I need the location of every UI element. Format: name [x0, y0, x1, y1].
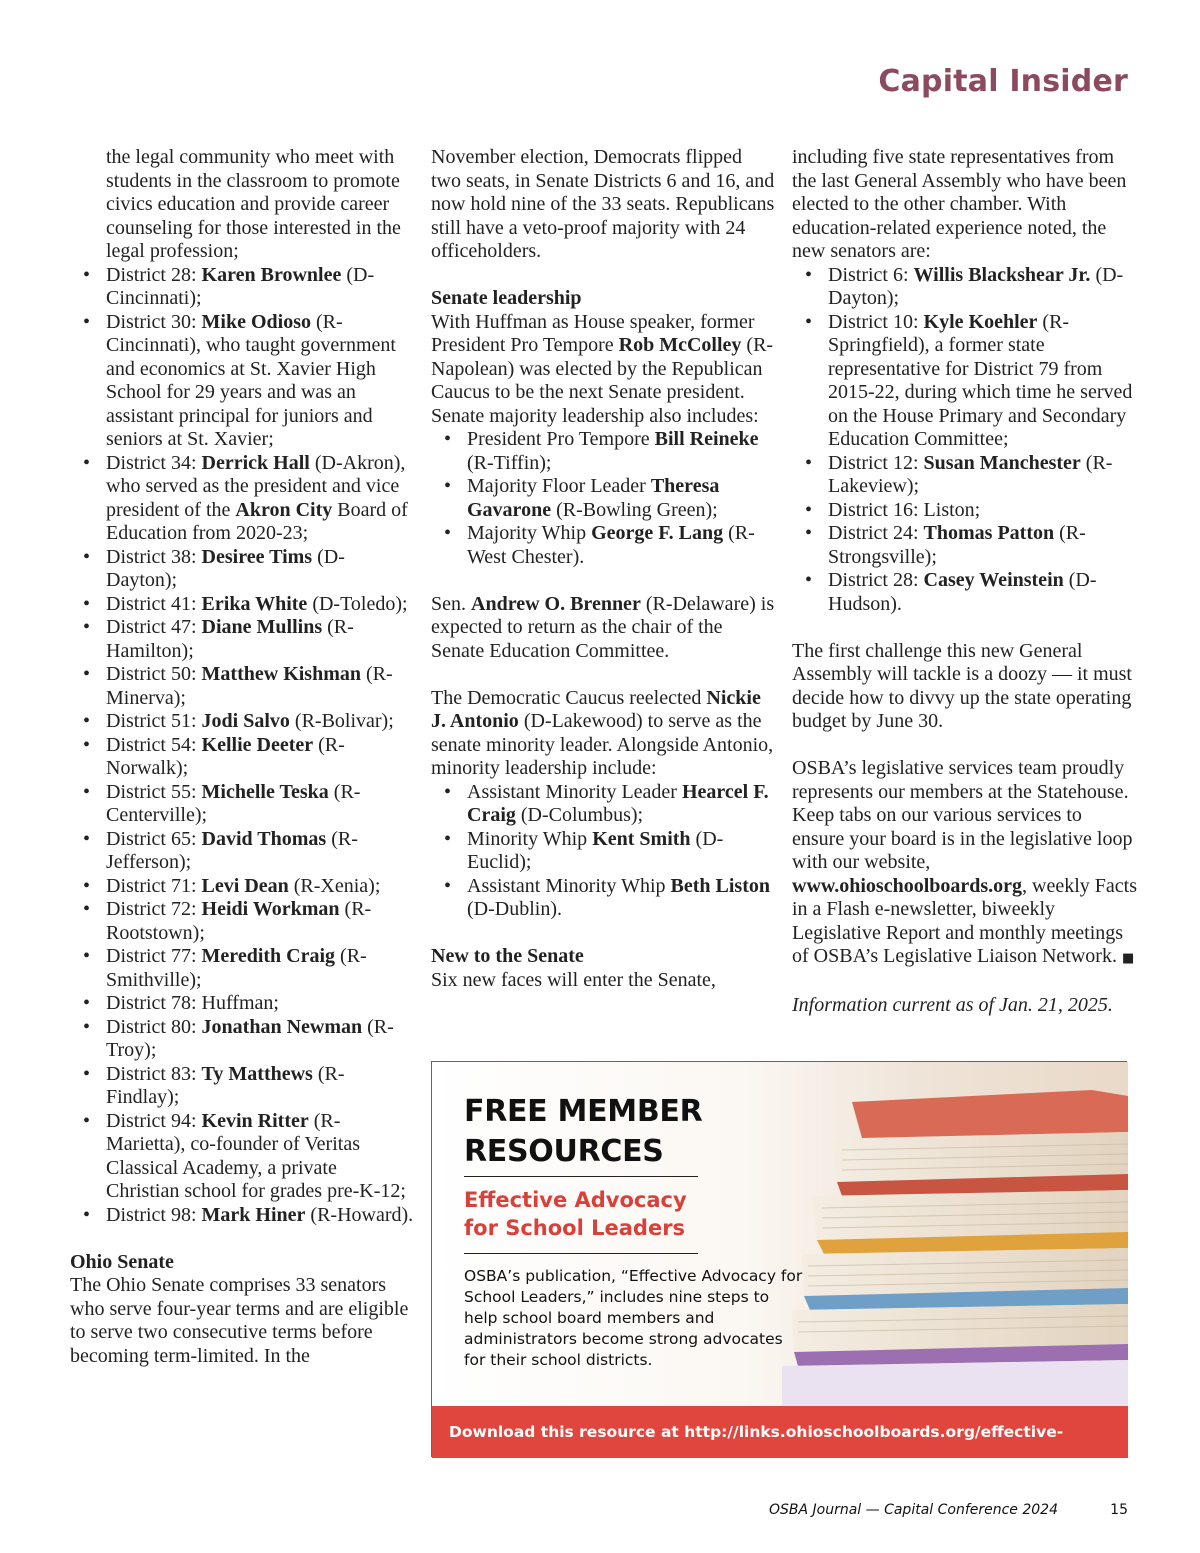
list-item: • District 72: Heidi Workman (R-Rootstown); — [70, 898, 415, 945]
list-item: • District 98: Mark Hiner (R-Howard). — [70, 1204, 415, 1228]
osba-website-link[interactable]: www.ohioschoolboards.org — [792, 874, 1023, 897]
ad-download-link[interactable]: Download this resource at http://links.ohioschoolboards.org/effective-advocacy — [432, 1406, 1128, 1458]
list-item: • District 83: Ty Matthews (R-Findlay); — [70, 1063, 415, 1110]
list-item: • District 77: Meredith Craig (R-Smithville); — [70, 945, 415, 992]
list-item: • District 12: Susan Manchester (R-Lakeview); — [792, 452, 1137, 499]
list-item: • District 16: Liston; — [792, 499, 1137, 523]
ad-body-text: OSBA’s publication, “Effective Advocacy for School Leaders,” includes nine steps to help school board members and administrators become strong advocates for their school districts. — [464, 1267, 803, 1369]
ohio-senate-heading: Ohio Senate — [70, 1250, 174, 1273]
list-item: • District 34: Derrick Hall (D-Akron), who served as the president and vice president of the Akron City Board of Education from 2020-23; — [70, 452, 415, 546]
list-item: • District 28: Casey Weinstein (D-Hudson). — [792, 569, 1137, 616]
ohio-senate-text: The Ohio Senate comprises 33 senators who serve four-year terms and are eligible to serve two consecutive terms before becoming term-limited. In the — [70, 1274, 409, 1367]
ad-title: FREE MEMBER RESOURCES — [464, 1094, 703, 1169]
list-item: • District 55: Michelle Teska (R-Centerville); — [70, 781, 415, 828]
list-item: • District 10: Kyle Koehler (R-Springfield), a former state representative for District 79 from 2015-22, during which time he served on the House Primary and Secondary Education Committee; — [792, 311, 1137, 452]
list-item: • President Pro Tempore Bill Reineke (R-Tiffin); — [431, 428, 776, 475]
ad-divider-bottom — [464, 1253, 698, 1254]
list-item: • District 24: Thomas Patton (R-Strongsville); — [792, 522, 1137, 569]
publication-name: OSBA Journal — Capital Conference 2024 — [768, 1502, 1058, 1518]
list-item: • Assistant Minority Whip Beth Liston (D-Dublin). — [431, 875, 776, 922]
list-item: • Minority Whip Kent Smith (D-Euclid); — [431, 828, 776, 875]
list-item: • District 65: David Thomas (R-Jefferson); — [70, 828, 415, 875]
new-to-senate-text: Six new faces will enter the Senate, — [431, 968, 716, 991]
info-current-note: Information current as of Jan. 21, 2025. — [792, 994, 1113, 1016]
list-item: • District 51: Jodi Salvo (R-Bolivar); — [70, 710, 415, 734]
list-item: • Majority Whip George F. Lang (R-West Chester). — [431, 522, 776, 569]
list-item: • District 38: Desiree Tims (D-Dayton); — [70, 546, 415, 593]
list-item: • District 54: Kellie Deeter (R-Norwalk); — [70, 734, 415, 781]
page-number: 15 — [1110, 1502, 1128, 1518]
list-item: • District 30: Mike Odioso (R-Cincinnati), who taught government and economics at St. Xavier High School for 29 years and was an assistant principal for juniors and seniors at St. Xavier; — [70, 311, 415, 452]
list-item: • District 47: Diane Mullins (R-Hamilton); — [70, 616, 415, 663]
election-text: November election, Democrats flipped two seats, in Senate Districts 6 and 16, and now hold nine of the 33 seats. Republicans still have a veto-proof majority with 24 officeholders. — [431, 146, 775, 262]
list-item: • District 50: Matthew Kishman (R-Minerva); — [70, 663, 415, 710]
challenge-text: The first challenge this new General Assembly will tackle is a doozy — it must decide how to divvy up the state operating budget by June 30. — [792, 639, 1132, 732]
senate-leadership-heading: Senate leadership — [431, 287, 582, 309]
new-to-senate-heading: New to the Senate — [431, 945, 584, 967]
column-2 — [431, 146, 776, 992]
ad-subtitle: Effective Advocacy for School Leaders — [464, 1188, 687, 1240]
democratic-caucus-text: The Democratic Caucus reelected Nickie J. Antonio (D-Lakewood) to serve as the senate minority leader. Alongside Antonio, minority leadership include: — [431, 686, 774, 779]
list-item: • District 78: Huffman; — [70, 992, 415, 1016]
new-senators-intro: including five state representatives from the last General Assembly who have been elected to the other chamber. With education-related experience noted, the new senators are: — [792, 146, 1127, 262]
list-item: • Majority Floor Leader Theresa Gavarone (R-Bowling Green); — [431, 475, 776, 522]
column-3 — [792, 146, 1137, 1018]
list-item: • District 6: Willis Blackshear Jr. (D-Dayton); — [792, 264, 1137, 311]
house-district-list — [70, 264, 415, 1228]
leadership-text: With Huffman as House speaker, former President Pro Tempore Rob McColley (R-Napolean) was elected by the Republican Caucus to be the next Senate president. Senate majority leadership also includes: — [431, 310, 774, 427]
brenner-text: Sen. Andrew O. Brenner (R-Delaware) is expected to return as the chair of the Senate Education Committee. — [431, 592, 775, 662]
column-1 — [70, 146, 415, 1368]
free-resources-ad — [431, 1061, 1127, 1493]
list-item: • District 71: Levi Dean (R-Xenia); — [70, 875, 415, 899]
new-senators-list — [792, 264, 1137, 617]
majority-leadership-list — [431, 428, 776, 569]
list-item: • District 94: Kevin Ritter (R-Marietta), co-founder of Veritas Classical Academy, a private Christian school for grades pre-K-12; — [70, 1110, 415, 1204]
intro-text: the legal community who meet with students in the classroom to promote civics education and provide career counseling for those interested in the legal profession; — [106, 146, 401, 262]
list-item: • Assistant Minority Leader Hearcel F. Craig (D-Columbus); — [431, 781, 776, 828]
list-item: • District 80: Jonathan Newman (R- Troy); — [70, 1016, 415, 1063]
section-title: Capital Insider — [878, 64, 1128, 99]
list-item: • District 28: Karen Brownlee (D-Cincinnati); — [70, 264, 415, 311]
end-mark-icon: ■ — [1121, 951, 1135, 966]
ad-divider-top — [464, 1176, 698, 1177]
minority-leadership-list — [431, 781, 776, 922]
osba-services-text: OSBA’s legislative services team proudly represents our members at the Statehouse. Keep tabs on our various services to ensure your board is in the legislative loop with our website, www.ohioschoolboards.org, weekly Facts in a Flash e-newsletter, biweekly Legislative Report and monthly meetings of OSBA’s Legislative Liaison Network. ■ — [792, 757, 1138, 967]
list-item: • District 41: Erika White (D-Toledo); — [70, 593, 415, 617]
